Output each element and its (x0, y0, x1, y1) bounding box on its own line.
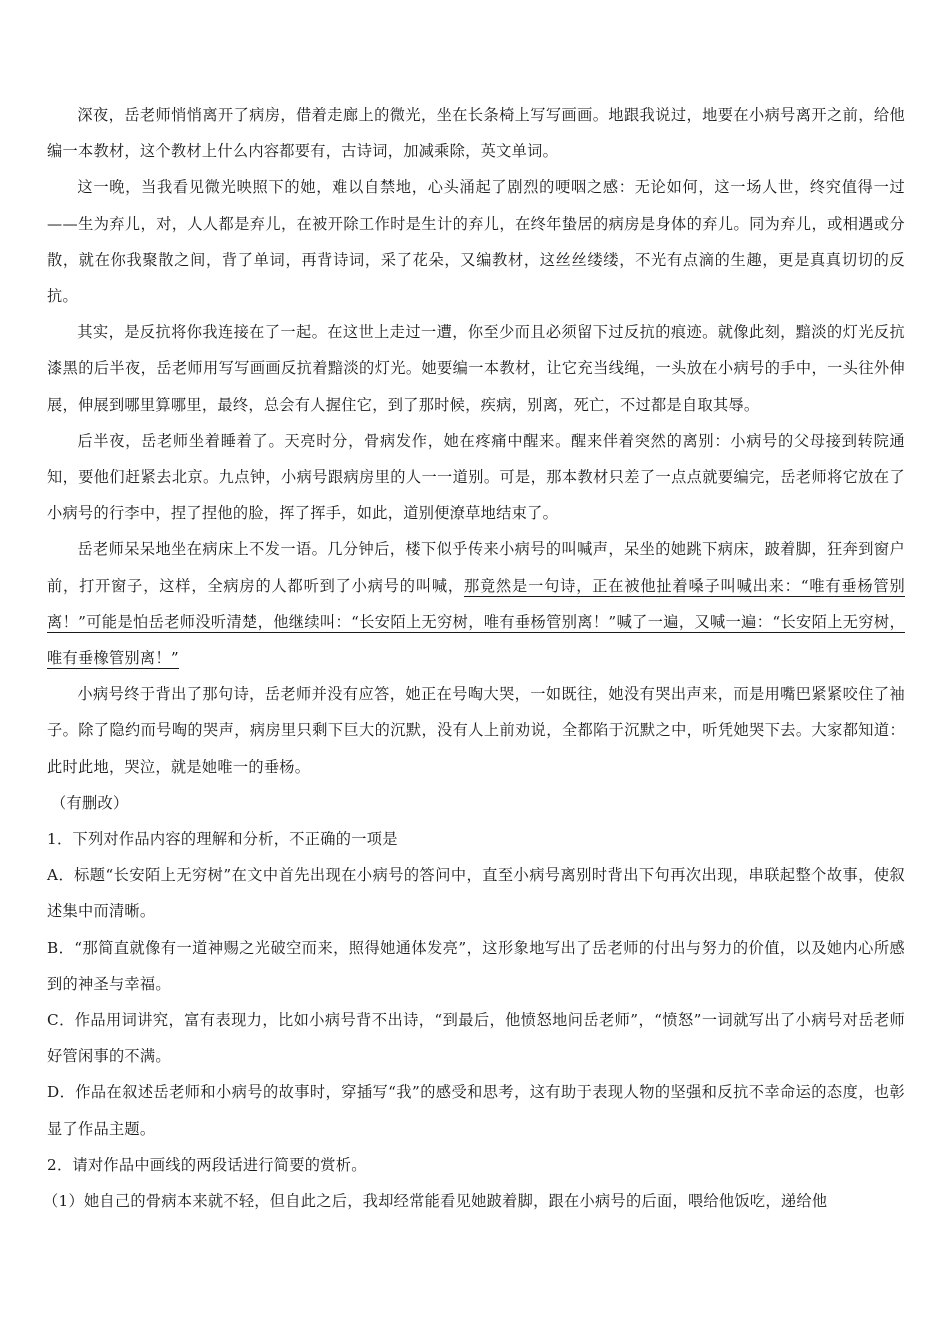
option-d: D．作品在叙述岳老师和小病号的故事时，穿插写“我”的感受和思考，这有助于表现人物的坚强和反抗不幸命运的态度，也彰显了作品主题。 (47, 1083, 905, 1138)
question-2-stem: 2．请对作品中画线的两段话进行简要的赏析。 (47, 1155, 367, 1174)
passage-paragraph-1: 深夜，岳老师悄悄离开了病房，借着走廊上的微光，坐在长条椅上写写画画。地跟我说过，地要在小病号离开之前，给他编一本教材，这个教材上什么内容都要有，古诗词，加减乘除，英文单词。 (47, 106, 905, 161)
exam-page (43, 97, 905, 1219)
passage-paragraph-2: 这一晚，当我看见微光映照下的她，难以自禁地，心头涌起了剧烈的哽咽之感：无论如何，这一场人世，终究值得一过——生为弃儿，对，人人都是弃儿，在被开除工作时是生计的弃儿，在终年蛰居的病房是身体的弃儿。同为弃儿，或相遇或分散，就在你我聚散之间，背了单词，再背诗词，采了花朵，又编教材，这丝丝缕缕，不光有点滴的生趣，更是真真切切的反抗。 (47, 178, 905, 306)
question-2-sub-1: （1）她自己的骨病本来就不轻，但自此之后，我却经常能看见她跛着脚，跟在小病号的后面，喂给他饭吃，递给他 (43, 1192, 828, 1211)
question-1-stem: 1．下列对作品内容的理解和分析，不正确的一项是 (47, 830, 398, 849)
underlined-passage: 那竟然是一句诗，正在被他扯着嗓子叫喊出来：“唯有垂杨管别离！”可能是怕岳老师没听清楚，他继续叫：“长安陌上无穷树，唯有垂杨管别离！”喊了一遍，又喊一遍：“长安陌上无穷树，唯有垂橡管别离！” (47, 576, 905, 668)
passage-paragraph-5 (47, 531, 905, 676)
reading-passage (47, 97, 905, 821)
passage-paragraph-6: 小病号终于背出了那句诗，岳老师并没有应答，她正在号啕大哭，一如既往，她没有哭出声来，而是用嘴巴紧紧咬住了袖子。除了隐约而号啕的哭声，病房里只剩下巨大的沉默，没有人上前劝说，全都陷于沉默之中，听凭她哭下去。大家都知道：此时此地，哭泣，就是她唯一的垂杨。 (47, 685, 905, 776)
passage-paragraph-4: 后半夜，岳老师坐着睡着了。天亮时分，骨病发作，她在疼痛中醒来。醒来伴着突然的离别：小病号的父母接到转院通知，要他们赶紧去北京。九点钟，小病号跟病房里的人一一道别。可是，那本教材只差了一点点就要编完，岳老师将它放在了小病号的行李中，捏了捏他的脸，挥了挥手，如此，道别便潦草地结束了。 (47, 431, 905, 523)
paragraph-5-text: 岳老师呆呆地坐在病床上不发一语。几分钟后，楼下似乎传来小病号的叫喊声，呆坐的她跳下病床，跛着脚，狂奔到窗户前，打开窗子，这样，全病房的人都听到了小病号的叫喊， (47, 540, 905, 595)
passage-paragraph-3: 其实，是反抗将你我连接在了一起。在这世上走过一遭，你至少而且必须留下过反抗的痕迹。就像此刻，黯淡的灯光反抗漆黑的后半夜，岳老师用写写画画反抗着黯淡的灯光。她要编一本教材，让它充当线绳，一头放在小病号的手中，一头往外伸展，伸展到哪里算哪里，最终，总会有人握住它，到了那时候，疾病，别离，死亡，不过都是自取其辱。 (47, 323, 905, 414)
option-a: A．标题“长安陌上无穷树”在文中首先出现在小病号的答问中，直至小病号离别时背出下句再次出现，串联起整个故事，使叙述集中而清晰。 (47, 866, 905, 921)
source-note: （有删改） (51, 793, 129, 812)
option-b: B．“那简直就像有一道神赐之光破空而来，照得她通体发亮”，这形象地写出了岳老师的付出与努力的价值，以及她内心所感到的神圣与幸福。 (47, 938, 905, 993)
question-2 (43, 1147, 905, 1219)
option-c: C．作品用词讲究，富有表现力，比如小病号背不出诗，“到最后，他愤怒地问岳老师”，“愤怒”一词就写出了小病号对岳老师好管闲事的不满。 (47, 1011, 905, 1066)
question-1 (47, 821, 905, 1147)
